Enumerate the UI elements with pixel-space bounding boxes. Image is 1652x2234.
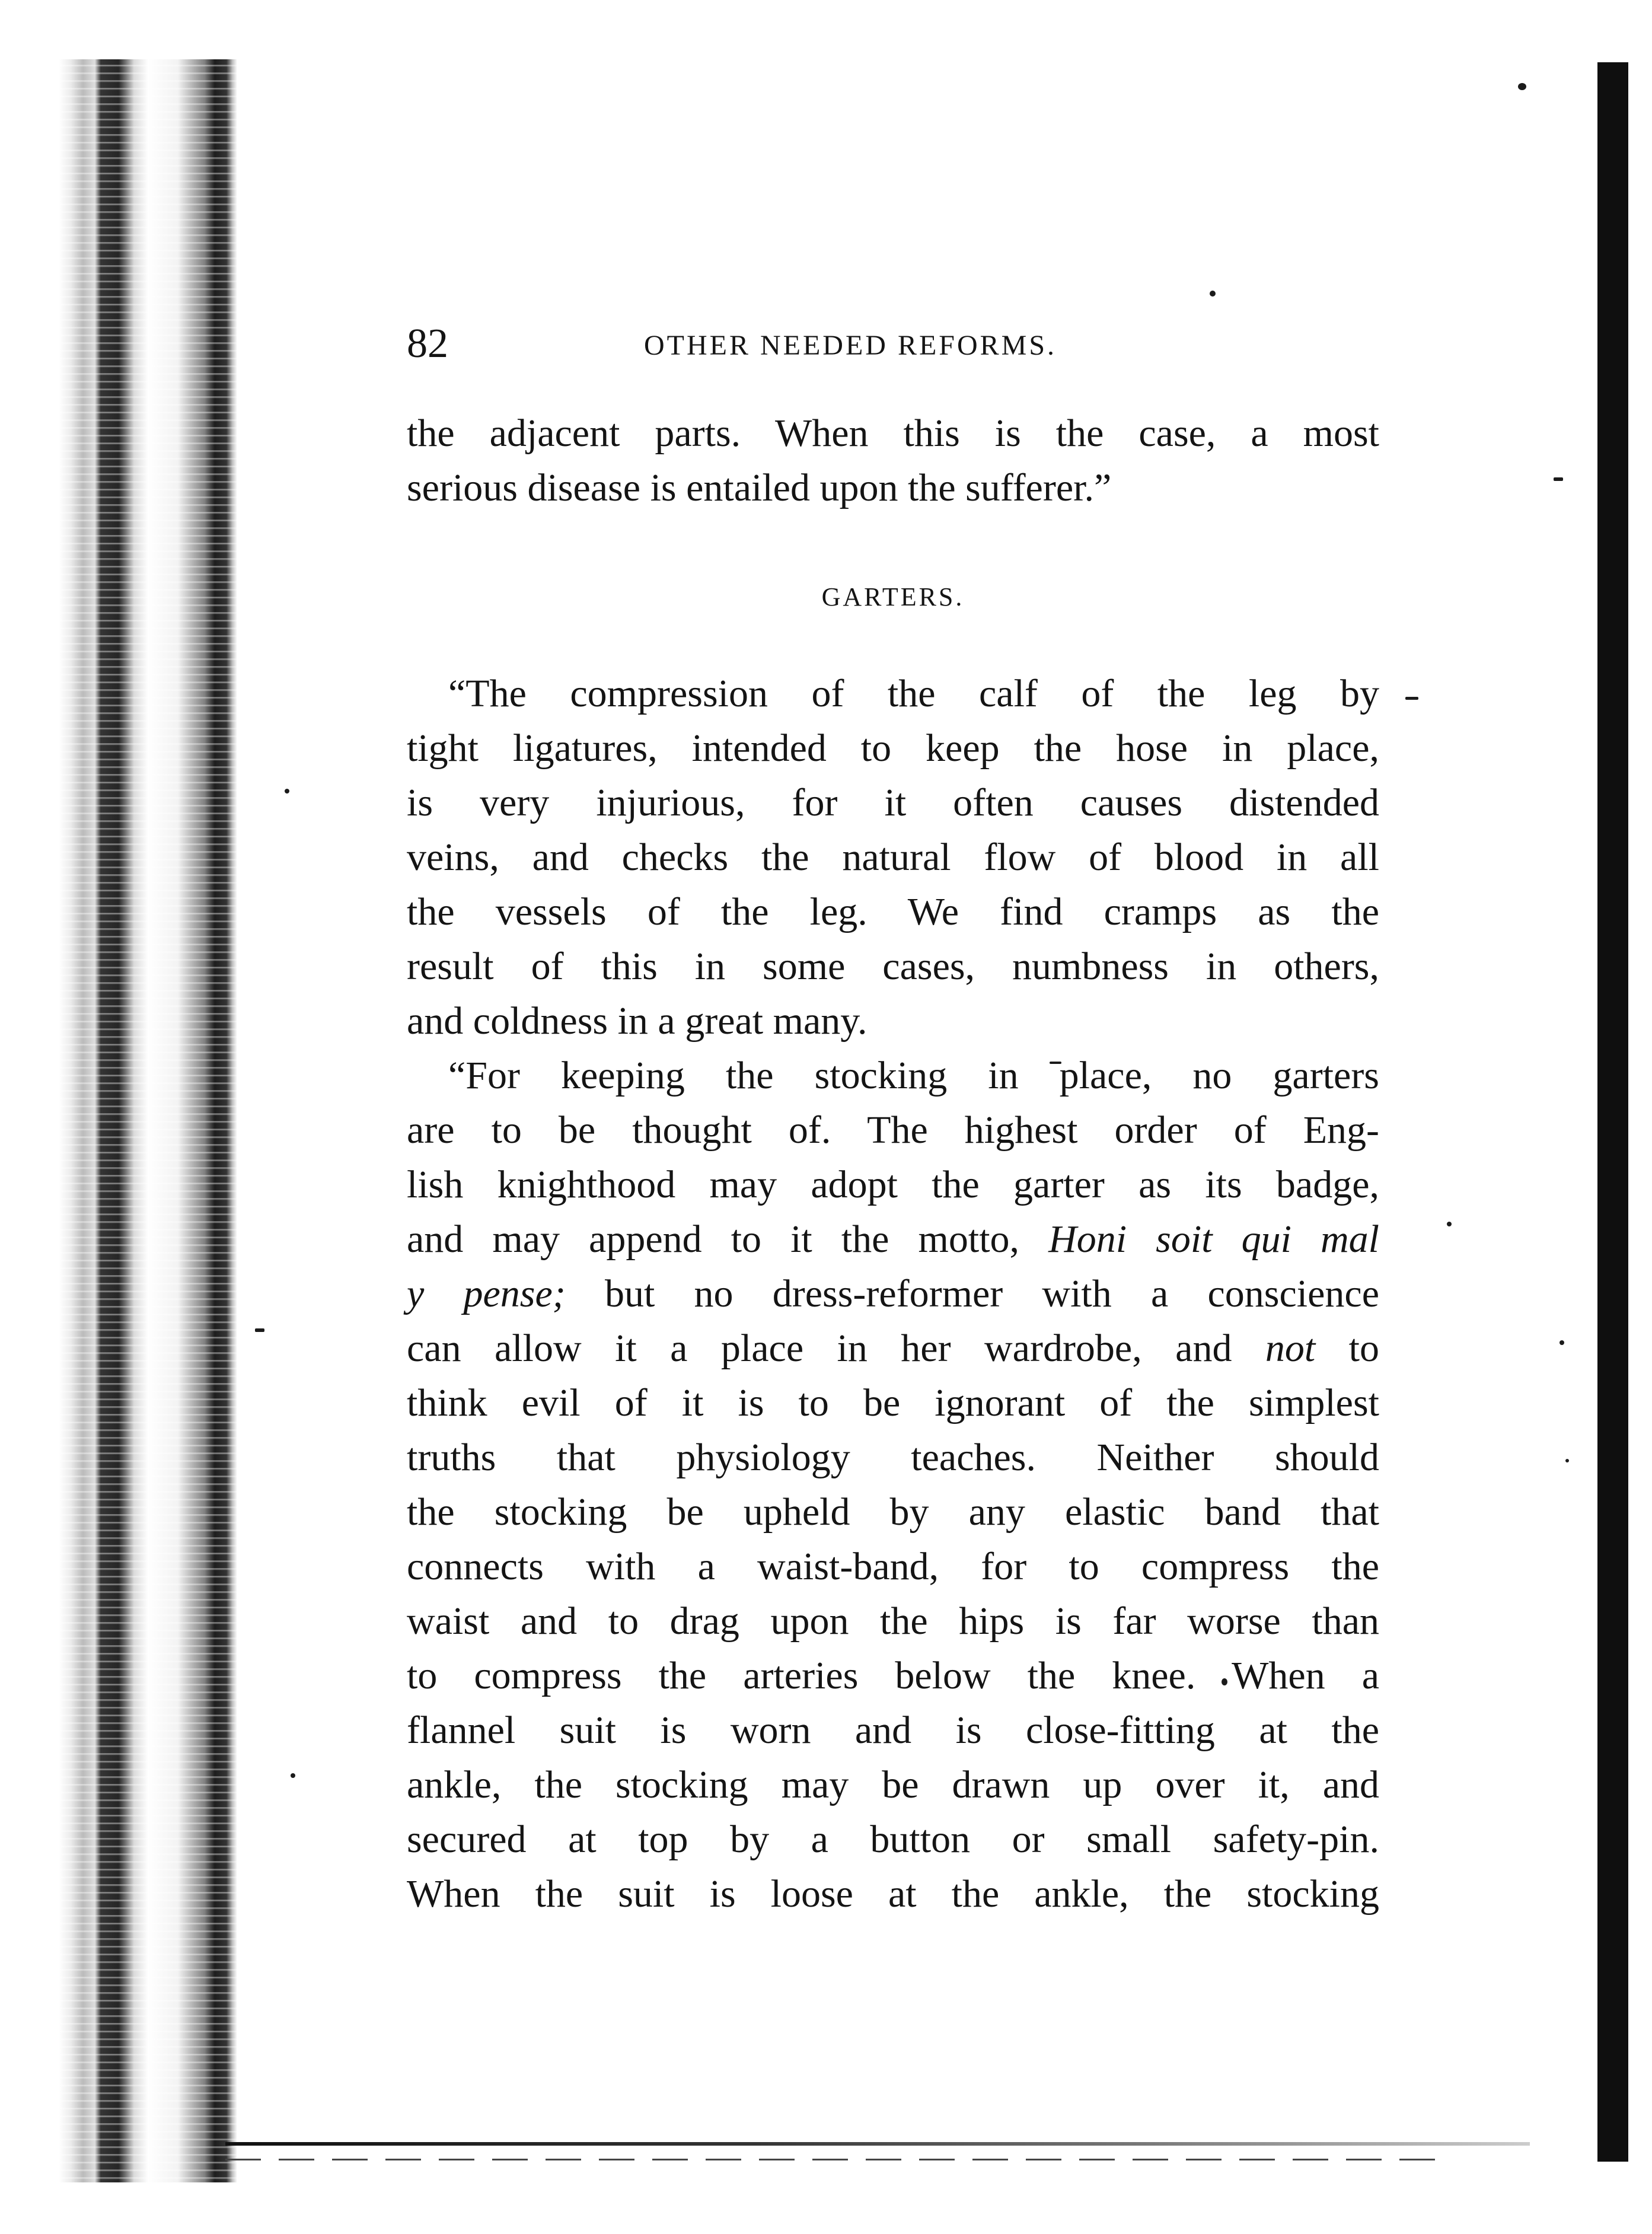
text-run: and may append to it the motto, bbox=[407, 1218, 1049, 1261]
text-line: the stocking be upheld by any elastic band that bbox=[407, 1490, 1379, 1534]
section-heading: GARTERS. bbox=[821, 582, 965, 611]
scan-bottom-dashes bbox=[225, 2159, 1441, 2160]
text-line: When the suit is loose at the ankle, the stocking bbox=[407, 1872, 1379, 1916]
paragraph-2 bbox=[407, 1049, 1379, 1921]
scan-gutter-texture bbox=[59, 59, 237, 2182]
italic-motto: Honi soit qui mal bbox=[1048, 1218, 1379, 1261]
text-line: to compress the arteries below the knee. When a bbox=[407, 1654, 1379, 1697]
text-line: secured at top by a button or small safety-pin. bbox=[407, 1818, 1379, 1861]
running-head: OTHER NEEDED REFORMS. bbox=[644, 330, 1057, 361]
scan-speck bbox=[1405, 697, 1418, 700]
text-line: veins, and checks the natural flow of blood in all bbox=[407, 836, 1379, 879]
text-line bbox=[407, 1212, 1379, 1267]
text-line: flannel suit is worn and is close-fitting at the bbox=[407, 1709, 1379, 1752]
scan-speck bbox=[1447, 1222, 1452, 1226]
text-line: waist and to drag upon the hips is far worse than bbox=[407, 1599, 1379, 1643]
text-line: are to be thought of. The highest order of Eng- bbox=[407, 1108, 1379, 1152]
text-line: “The compression of the calf of the leg by bbox=[448, 672, 1379, 715]
scan-speck bbox=[1554, 477, 1563, 481]
text-line: the adjacent parts. When this is the case, a most bbox=[407, 412, 1379, 455]
continuation-paragraph bbox=[407, 406, 1379, 515]
text-line: think evil of it is to be ignorant of the simplest bbox=[407, 1381, 1379, 1424]
page-header bbox=[407, 320, 1379, 368]
scan-speck bbox=[255, 1328, 264, 1332]
text-line: result of this in some cases, numbness in others, bbox=[407, 945, 1379, 988]
text-line: truths that physiology teaches. Neither should bbox=[407, 1436, 1379, 1479]
paragraph-1 bbox=[407, 667, 1379, 1049]
text-line: and coldness in a great many. bbox=[407, 999, 868, 1043]
italic-motto: y pense; bbox=[407, 1272, 566, 1315]
text-line: the vessels of the leg. We find cramps as the bbox=[407, 890, 1379, 933]
text-line: lish knighthood may adopt the garter as its badge, bbox=[407, 1163, 1379, 1206]
text-line: ankle, the stocking may be drawn up over it, and bbox=[407, 1763, 1379, 1806]
scan-edge-bar bbox=[1597, 62, 1628, 2162]
text-line bbox=[407, 1321, 1379, 1376]
scan-speck bbox=[285, 789, 289, 793]
italic-word: not bbox=[1265, 1327, 1316, 1370]
scan-speck bbox=[291, 1773, 295, 1778]
text-run: can allow it a place in her wardrobe, and bbox=[407, 1327, 1265, 1370]
text-line: connects with a waist-band, for to compress the bbox=[407, 1545, 1379, 1588]
scan-bottom-edge bbox=[225, 2142, 1530, 2146]
text-line: serious disease is entailed upon the sufferer.” bbox=[407, 466, 1112, 509]
text-run: but no dress-reformer with a conscience bbox=[565, 1272, 1379, 1315]
scan-speck bbox=[1565, 1459, 1569, 1462]
text-line: tight ligatures, intended to keep the hose in place, bbox=[407, 726, 1379, 770]
text-run: to bbox=[1315, 1327, 1379, 1370]
page-number: 82 bbox=[407, 321, 448, 367]
text-line: “For keeping the stocking in place, no garters bbox=[448, 1054, 1379, 1097]
scan-speck bbox=[1559, 1340, 1564, 1345]
text-line: is very injurious, for it often causes distended bbox=[407, 781, 1379, 824]
scan-speck bbox=[1210, 291, 1216, 297]
text-line bbox=[407, 1267, 1379, 1321]
scan-speck bbox=[1518, 83, 1526, 90]
